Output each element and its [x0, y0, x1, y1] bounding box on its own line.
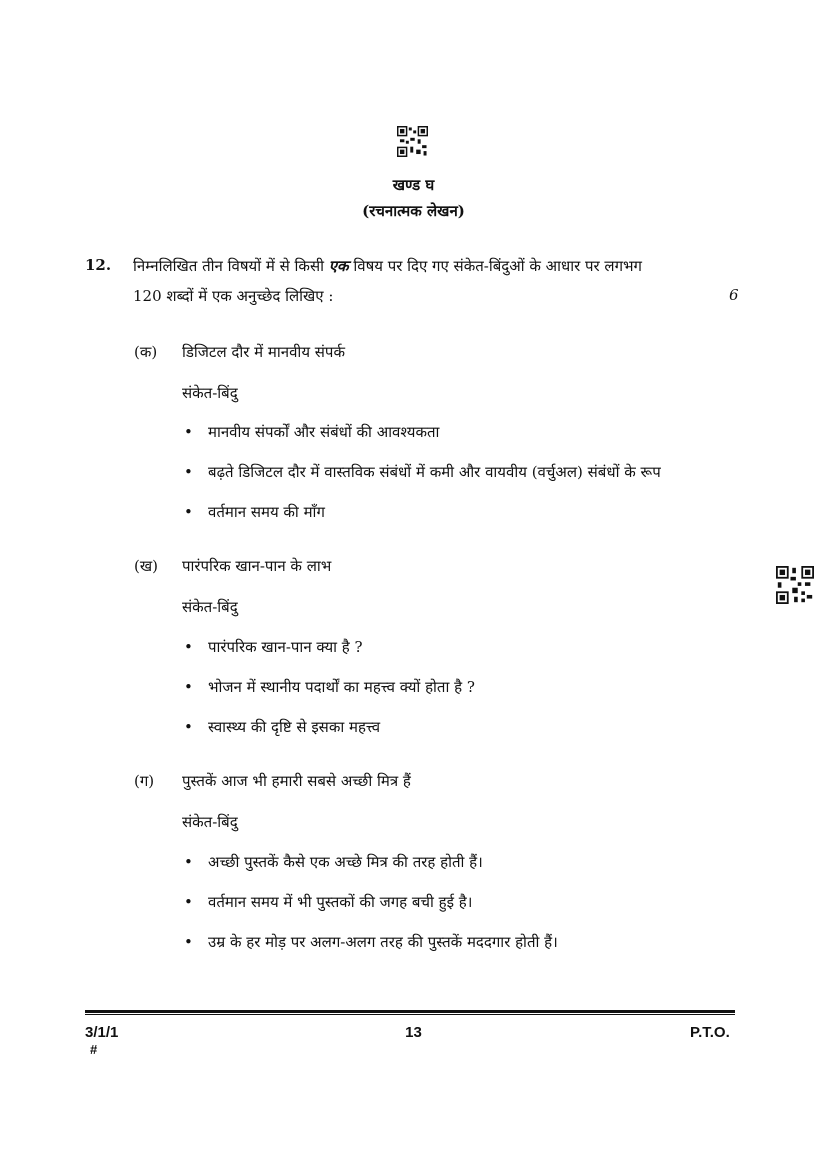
hint-heading: संकेत-बिंदु: [182, 598, 238, 616]
hash-mark: #: [90, 1042, 98, 1057]
hint-point-text: बढ़ते डिजिटल दौर में वास्तविक संबंधों में कमी और वायवीय (वर्चुअल) संबंधों के रूप: [208, 463, 661, 481]
question-number: 12.: [85, 256, 112, 274]
section-subtitle: (रचनात्मक लेखन): [362, 202, 465, 220]
question-text-emphasis: एक: [328, 257, 349, 275]
question-text-pre: निम्नलिखित तीन विषयों में से किसी: [133, 257, 329, 275]
question-text-line-1: [133, 256, 642, 276]
hint-point-text: अच्छी पुस्तकें कैसे एक अच्छे मित्र की तरह होती हैं।: [208, 853, 483, 871]
page-number: 13: [405, 1024, 422, 1041]
qr-code-side-icon: [776, 566, 814, 604]
option-title: पारंपरिक खान-पान के लाभ: [182, 557, 332, 575]
hint-point-text: मानवीय संपर्कों और संबंधों की आवश्यकता: [208, 423, 440, 441]
option-title: पुस्तकें आज भी हमारी सबसे अच्छी मित्र हैं: [182, 772, 411, 790]
hint-point-text: भोजन में स्थानीय पदार्थों का महत्त्व क्यों होता है ?: [208, 678, 475, 696]
hint-point: [184, 637, 363, 657]
question-marks: 6: [729, 286, 739, 304]
hint-point: [184, 892, 472, 912]
hint-point-text: पारंपरिक खान-पान क्या है ?: [208, 638, 363, 656]
hint-heading: संकेत-बिंदु: [182, 813, 238, 831]
hint-point-text: उम्र के हर मोड़ पर अलग-अलग तरह की पुस्तकें मददगार होती हैं।: [208, 933, 558, 951]
pto-label: P.T.O.: [690, 1024, 730, 1041]
bullet-icon: •: [184, 933, 193, 951]
paper-code: 3/1/1: [85, 1024, 119, 1041]
question-text-post: विषय पर दिए गए संकेत-बिंदुओं के आधार पर लगभग: [348, 257, 643, 275]
hint-heading: संकेत-बिंदु: [182, 384, 238, 402]
bullet-icon: •: [184, 893, 193, 911]
option-title: डिजिटल दौर में मानवीय संपर्क: [182, 343, 345, 361]
hint-point: [184, 502, 325, 522]
bullet-icon: •: [184, 638, 193, 656]
hint-point: [184, 462, 661, 482]
qr-code-icon: [397, 126, 428, 157]
hint-point-text: वर्तमान समय की माँग: [208, 503, 325, 521]
hint-point: [184, 677, 475, 697]
question-text-line-2: 120 शब्दों में एक अनुच्छेद लिखिए :: [133, 287, 334, 305]
footer-divider-thin: [85, 1014, 735, 1015]
hint-point-text: वर्तमान समय में भी पुस्तकों की जगह बची हुई है।: [208, 893, 473, 911]
bullet-icon: •: [184, 718, 193, 736]
hint-point: [184, 422, 439, 442]
bullet-icon: •: [184, 463, 193, 481]
bullet-icon: •: [184, 678, 193, 696]
footer-divider: [85, 1010, 735, 1013]
hint-point-text: स्वास्थ्य की दृष्टि से इसका महत्त्व: [208, 718, 381, 736]
bullet-icon: •: [184, 503, 193, 521]
section-title: खण्ड घ: [392, 176, 435, 194]
bullet-icon: •: [184, 853, 193, 871]
hint-point: [184, 932, 558, 952]
bullet-icon: •: [184, 423, 193, 441]
hint-point: [184, 717, 380, 737]
option-label: (ख): [134, 557, 158, 575]
hint-point: [184, 852, 483, 872]
option-label: (ग): [134, 772, 155, 790]
option-label: (क): [134, 343, 158, 361]
